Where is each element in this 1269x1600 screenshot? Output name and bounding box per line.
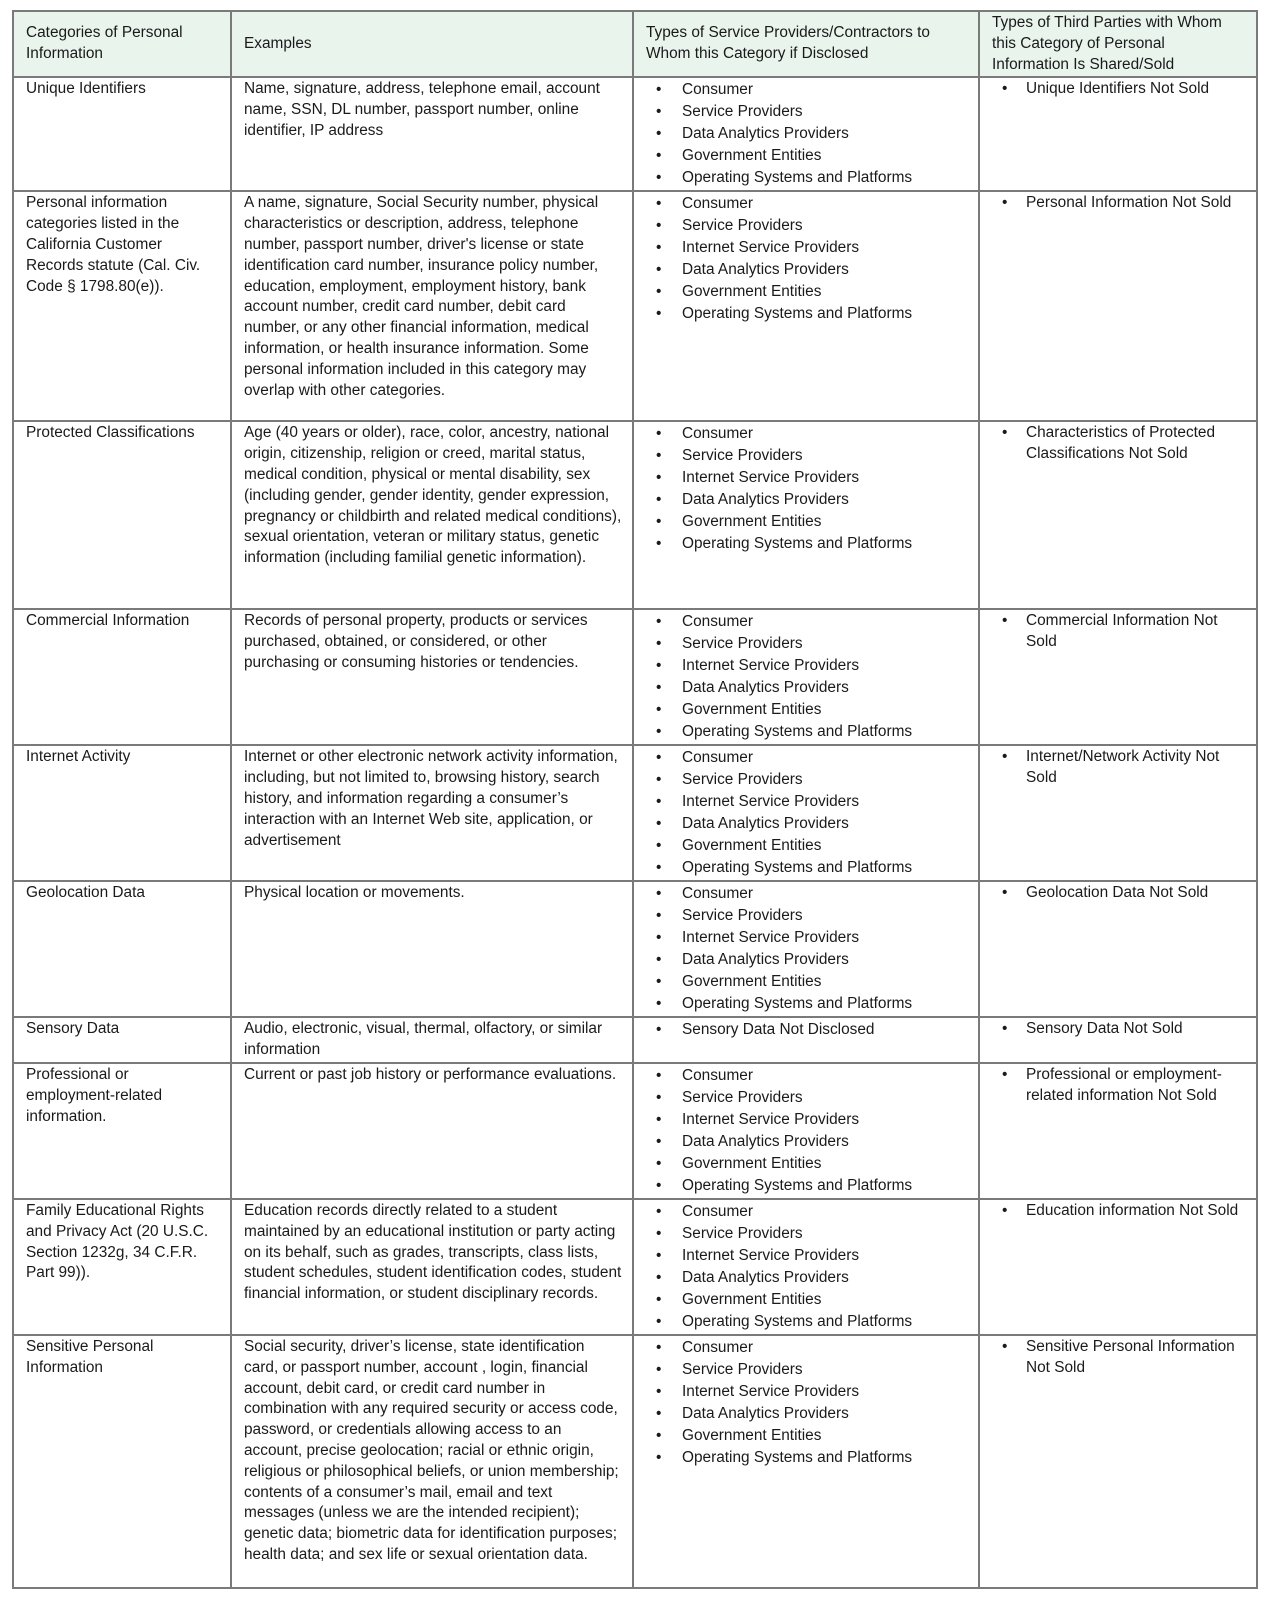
list-item: • Operating Systems and Platforms bbox=[646, 1175, 968, 1197]
list-item: • Data Analytics Providers bbox=[646, 1131, 968, 1153]
service-providers-list bbox=[646, 1019, 968, 1041]
list-item: • Characteristics of Protected Classifications Not Sold bbox=[992, 423, 1246, 465]
examples-cell: Physical location or movements. bbox=[231, 881, 633, 1017]
third-parties-list bbox=[992, 747, 1246, 789]
examples-cell: Records of personal property, products or services purchased, obtained, or considered, or other purchasing or consuming histories or tendencies. bbox=[231, 609, 633, 745]
list-item: • Data Analytics Providers bbox=[646, 677, 968, 699]
list-item: • Consumer bbox=[646, 1065, 968, 1087]
table-row bbox=[13, 609, 1257, 745]
list-item: • Sensory Data Not Sold bbox=[992, 1019, 1246, 1040]
header-categories: Categories of Personal Information bbox=[13, 11, 231, 77]
header-service-providers: Types of Service Providers/Contractors to Whom this Category if Disclosed bbox=[633, 11, 979, 77]
list-item: • Data Analytics Providers bbox=[646, 1267, 968, 1289]
list-item: • Data Analytics Providers bbox=[646, 813, 968, 835]
list-item: • Education information Not Sold bbox=[992, 1201, 1246, 1222]
service-providers-list bbox=[646, 611, 968, 743]
service-providers-list bbox=[646, 79, 968, 189]
category-cell: Family Educational Rights and Privacy Act (20 U.S.C. Section 1232g, 34 C.F.R. Part 99)). bbox=[13, 1199, 231, 1335]
category-cell: Sensitive Personal Information bbox=[13, 1335, 231, 1588]
table-row bbox=[13, 1199, 1257, 1335]
header-third-parties: Types of Third Parties with Whom this Category of Personal Information Is Shared/Sold bbox=[979, 11, 1257, 77]
category-cell: Unique Identifiers bbox=[13, 77, 231, 191]
header-examples: Examples bbox=[231, 11, 633, 77]
list-item: • Service Providers bbox=[646, 1223, 968, 1245]
third-parties-cell bbox=[979, 1199, 1257, 1335]
third-parties-list bbox=[992, 611, 1246, 653]
list-item: • Internet Service Providers bbox=[646, 1245, 968, 1267]
list-item: • Consumer bbox=[646, 1337, 968, 1359]
list-item: • Data Analytics Providers bbox=[646, 489, 968, 511]
third-parties-cell bbox=[979, 421, 1257, 609]
list-item: • Internet/Network Activity Not Sold bbox=[992, 747, 1246, 789]
list-item: • Sensitive Personal Information Not Sold bbox=[992, 1337, 1246, 1379]
list-item: • Internet Service Providers bbox=[646, 1109, 968, 1131]
list-item: • Government Entities bbox=[646, 971, 968, 993]
service-providers-cell bbox=[633, 881, 979, 1017]
list-item: • Consumer bbox=[646, 747, 968, 769]
third-parties-list bbox=[992, 193, 1246, 214]
third-parties-cell bbox=[979, 609, 1257, 745]
service-providers-list bbox=[646, 193, 968, 325]
list-item: • Data Analytics Providers bbox=[646, 259, 968, 281]
list-item: • Government Entities bbox=[646, 699, 968, 721]
list-item: • Internet Service Providers bbox=[646, 791, 968, 813]
third-parties-list bbox=[992, 1201, 1246, 1222]
list-item: • Professional or employment-related information Not Sold bbox=[992, 1065, 1246, 1107]
list-item: • Consumer bbox=[646, 423, 968, 445]
service-providers-cell bbox=[633, 1063, 979, 1199]
personal-information-table bbox=[12, 10, 1258, 1589]
category-cell: Personal information categories listed in the California Customer Records statute (Cal. Civ. Code § 1798.80(e)). bbox=[13, 191, 231, 421]
category-cell: Commercial Information bbox=[13, 609, 231, 745]
list-item: • Internet Service Providers bbox=[646, 655, 968, 677]
list-item: • Service Providers bbox=[646, 1087, 968, 1109]
table-row bbox=[13, 421, 1257, 609]
list-item: • Data Analytics Providers bbox=[646, 123, 968, 145]
list-item: • Data Analytics Providers bbox=[646, 1403, 968, 1425]
list-item: • Service Providers bbox=[646, 905, 968, 927]
examples-cell: Social security, driver’s license, state identification card, or passport number, account , login, financial account, debit card, or credit card number in combination with any required security or access code, password, or credentials allowing access to an account, precise geolocation; racial or ethnic origin, religious or philosophical beliefs, or union membership; contents of a consumer’s mail, email and text messages (unless we are the intended recipient); genetic data; biometric data for identification purposes; health data; and sex life or sexual orientation data. bbox=[231, 1335, 633, 1588]
list-item: • Operating Systems and Platforms bbox=[646, 857, 968, 879]
table-row bbox=[13, 1017, 1257, 1063]
table-row bbox=[13, 77, 1257, 191]
service-providers-list bbox=[646, 883, 968, 1015]
list-item: • Operating Systems and Platforms bbox=[646, 1447, 968, 1469]
list-item: • Consumer bbox=[646, 79, 968, 101]
list-item: • Service Providers bbox=[646, 215, 968, 237]
third-parties-list bbox=[992, 1019, 1246, 1040]
list-item: • Sensory Data Not Disclosed bbox=[646, 1019, 968, 1041]
list-item: • Operating Systems and Platforms bbox=[646, 993, 968, 1015]
third-parties-list bbox=[992, 79, 1246, 100]
examples-cell: Age (40 years or older), race, color, ancestry, national origin, citizenship, religion or creed, marital status, medical condition, physical or mental disability, sex (including gender, gender identity, gender expression, pregnancy or childbirth and related medical conditions), sexual orientation, veteran or military status, genetic information (including familial genetic information). bbox=[231, 421, 633, 609]
third-parties-cell bbox=[979, 881, 1257, 1017]
examples-cell: Current or past job history or performance evaluations. bbox=[231, 1063, 633, 1199]
list-item: • Internet Service Providers bbox=[646, 237, 968, 259]
list-item: • Service Providers bbox=[646, 1359, 968, 1381]
table-row bbox=[13, 1063, 1257, 1199]
list-item: • Government Entities bbox=[646, 145, 968, 167]
list-item: • Internet Service Providers bbox=[646, 467, 968, 489]
table-row bbox=[13, 1335, 1257, 1588]
examples-cell: Internet or other electronic network activity information, including, but not limited to, browsing history, search history, and information regarding a consumer’s interaction with an Internet Web site, application, or advertisement bbox=[231, 745, 633, 881]
list-item: • Personal Information Not Sold bbox=[992, 193, 1246, 214]
service-providers-cell bbox=[633, 1335, 979, 1588]
table-header-row bbox=[13, 11, 1257, 77]
service-providers-cell bbox=[633, 421, 979, 609]
list-item: • Operating Systems and Platforms bbox=[646, 533, 968, 555]
category-cell: Professional or employment-related information. bbox=[13, 1063, 231, 1199]
service-providers-cell bbox=[633, 191, 979, 421]
list-item: • Government Entities bbox=[646, 511, 968, 533]
third-parties-list bbox=[992, 423, 1246, 465]
category-cell: Geolocation Data bbox=[13, 881, 231, 1017]
service-providers-list bbox=[646, 1337, 968, 1469]
list-item: • Government Entities bbox=[646, 1153, 968, 1175]
list-item: • Operating Systems and Platforms bbox=[646, 1311, 968, 1333]
table-row bbox=[13, 881, 1257, 1017]
list-item: • Service Providers bbox=[646, 633, 968, 655]
service-providers-cell bbox=[633, 1017, 979, 1063]
third-parties-list bbox=[992, 1065, 1246, 1107]
list-item: • Service Providers bbox=[646, 101, 968, 123]
category-cell: Sensory Data bbox=[13, 1017, 231, 1063]
third-parties-cell bbox=[979, 745, 1257, 881]
list-item: • Internet Service Providers bbox=[646, 927, 968, 949]
list-item: • Geolocation Data Not Sold bbox=[992, 883, 1246, 904]
list-item: • Consumer bbox=[646, 883, 968, 905]
third-parties-cell bbox=[979, 1017, 1257, 1063]
list-item: • Operating Systems and Platforms bbox=[646, 167, 968, 189]
list-item: • Government Entities bbox=[646, 281, 968, 303]
third-parties-cell bbox=[979, 1335, 1257, 1588]
category-cell: Internet Activity bbox=[13, 745, 231, 881]
list-item: • Consumer bbox=[646, 611, 968, 633]
examples-cell: Education records directly related to a student maintained by an educational institution or party acting on its behalf, such as grades, transcripts, class lists, student schedules, student identification codes, student financial information, or student disciplinary records. bbox=[231, 1199, 633, 1335]
list-item: • Operating Systems and Platforms bbox=[646, 721, 968, 743]
third-parties-list bbox=[992, 883, 1246, 904]
list-item: • Government Entities bbox=[646, 1425, 968, 1447]
third-parties-list bbox=[992, 1337, 1246, 1379]
list-item: • Operating Systems and Platforms bbox=[646, 303, 968, 325]
examples-cell: Name, signature, address, telephone email, account name, SSN, DL number, passport number, online identifier, IP address bbox=[231, 77, 633, 191]
list-item: • Unique Identifiers Not Sold bbox=[992, 79, 1246, 100]
service-providers-cell bbox=[633, 609, 979, 745]
examples-cell: A name, signature, Social Security number, physical characteristics or description, address, telephone number, passport number, driver's license or state identification card number, insurance policy number, education, employment, employment history, bank account number, credit card number, debit card number, or any other financial information, medical information, or health insurance information. Some personal information included in this category may overlap with other categories. bbox=[231, 191, 633, 421]
category-cell: Protected Classifications bbox=[13, 421, 231, 609]
list-item: • Service Providers bbox=[646, 769, 968, 791]
service-providers-cell bbox=[633, 77, 979, 191]
list-item: • Data Analytics Providers bbox=[646, 949, 968, 971]
examples-cell: Audio, electronic, visual, thermal, olfactory, or similar information bbox=[231, 1017, 633, 1063]
table-row bbox=[13, 745, 1257, 881]
list-item: • Government Entities bbox=[646, 1289, 968, 1311]
service-providers-cell bbox=[633, 745, 979, 881]
service-providers-cell bbox=[633, 1199, 979, 1335]
third-parties-cell bbox=[979, 191, 1257, 421]
service-providers-list bbox=[646, 747, 968, 879]
list-item: • Consumer bbox=[646, 193, 968, 215]
list-item: • Government Entities bbox=[646, 835, 968, 857]
list-item: • Internet Service Providers bbox=[646, 1381, 968, 1403]
list-item: • Consumer bbox=[646, 1201, 968, 1223]
table-row bbox=[13, 191, 1257, 421]
third-parties-cell bbox=[979, 77, 1257, 191]
list-item: • Service Providers bbox=[646, 445, 968, 467]
list-item: • Commercial Information Not Sold bbox=[992, 611, 1246, 653]
service-providers-list bbox=[646, 1065, 968, 1197]
service-providers-list bbox=[646, 1201, 968, 1333]
third-parties-cell bbox=[979, 1063, 1257, 1199]
service-providers-list bbox=[646, 423, 968, 555]
